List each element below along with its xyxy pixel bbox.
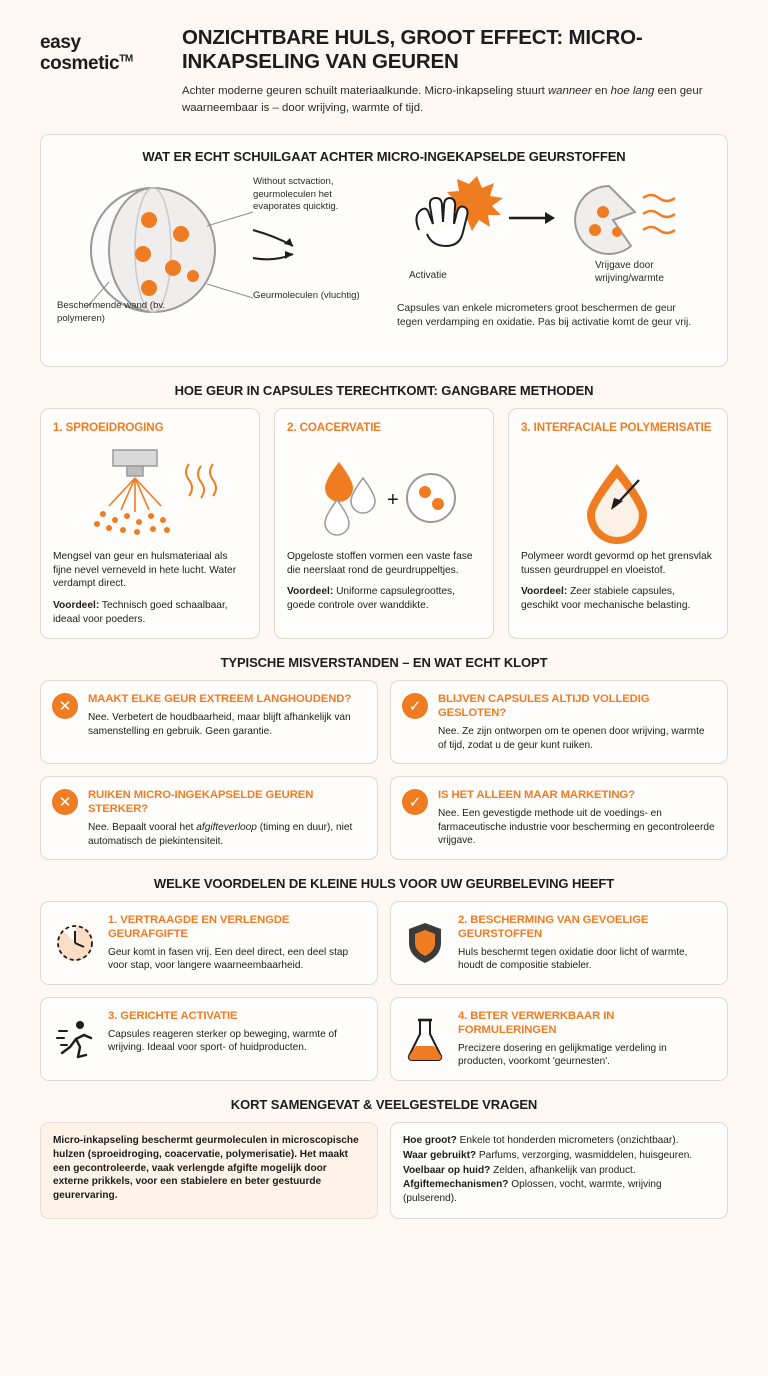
runner-icon <box>52 1009 98 1069</box>
brand-line-2: cosmetic™ <box>40 53 133 75</box>
faq-item-2 <box>403 1149 715 1163</box>
shield-icon <box>402 913 448 973</box>
misconception-item-2 <box>390 680 728 764</box>
summary-box: Micro-inkapseling beschermt geurmoleculen in microscopische hulzen (sproeidroging, coacervatie, polymerisatie). Het maakt een gecontroleerde, vaak verlengde afgifte mogelijk door externe prikkels, voor een stabielere en beter gestuurde geurervaring. <box>40 1122 378 1220</box>
faq-box <box>390 1122 728 1220</box>
method-card-interfacial-polymerisation <box>508 408 728 639</box>
method-1-advantage-label: Voordeel: <box>53 599 100 611</box>
subtitle-part-a: Achter moderne geuren schuilt materiaalkunde. Micro-inkapseling stuurt <box>182 85 548 98</box>
faq-3-answer: Zelden, afhankelijk van product. <box>490 1164 636 1176</box>
section-1-title: WAT ER ECHT SCHUILGAAT ACHTER MICRO-INGEKAPSELDE GEURSTOFFEN <box>142 149 626 165</box>
benefit-2-heading: 2. BESCHERMING VAN GEVOELIGE GEURSTOFFEN <box>458 913 649 940</box>
method-1-advantage-text: Technisch goed schaalbaar, ideaal voor poeders. <box>53 599 228 625</box>
section-benefits <box>40 876 728 1081</box>
header <box>40 26 728 116</box>
brand-logo <box>40 26 162 75</box>
section-3-title: TYPISCHE MISVERSTANDEN – EN WAT ECHT KLOPT <box>220 655 548 671</box>
section-summary-faq <box>40 1097 728 1220</box>
trademark-symbol: TM <box>119 53 133 65</box>
method-3-text: Polymeer wordt gevormd op het grensvlak tussen geurdruppel en vloeistof. <box>521 550 712 576</box>
misconception-3-heading: RUIKEN MICRO-INGEKAPSELDE GEUREN STERKER? <box>88 789 314 816</box>
method-2-heading: 2. COACERVATIE <box>287 421 381 435</box>
misconception-1-heading: MAAKT ELKE GEUR EXTREEM LANGHOUDEND? <box>88 693 352 706</box>
clock-icon <box>52 913 98 973</box>
header-text <box>182 26 728 116</box>
label-evaporation: Without sctvaction, geurmoleculen het evaporates quicktig. <box>253 176 339 212</box>
benefit-item-1 <box>40 901 378 985</box>
benefit-item-3 <box>40 997 378 1081</box>
section-4-title: WELKE VOORDELEN DE KLEINE HULS VOOR UW GEURBELEVING HEEFT <box>153 875 615 891</box>
label-protective-wall: Beschermende wand (bv. polymeren) <box>57 300 166 324</box>
faq-1-answer: Enkele tot honderden micrometers (onzichtbaar). <box>456 1134 679 1146</box>
faq-item-1 <box>403 1134 715 1148</box>
benefit-2-text: Huls beschermt tegen oxidatie door licht of warmte, houdt de compositie stabieler. <box>458 946 688 972</box>
method-3-advantage-label: Voordeel: <box>521 586 568 598</box>
benefit-3-heading: 3. GERICHTE ACTIVATIE <box>108 1009 238 1022</box>
benefit-4-text: Precizere dosering en gelijkmatige verdeling in producten, voorkomt 'geurnesten'. <box>458 1042 667 1068</box>
faq-item-4 <box>403 1178 715 1206</box>
method-3-advantage <box>521 585 715 612</box>
faq-item-3 <box>403 1164 715 1178</box>
benefit-item-2 <box>390 901 728 985</box>
method-1-heading: 1. SPROEIDROGING <box>53 421 164 435</box>
misconception-2-text: Nee. Ze zijn ontworpen om te openen door wrijving, warmte of tijd, zodat u de geur kunt ruiken. <box>438 726 705 751</box>
method-3-heading: 3. INTERFACIALE POLYMERISATIE <box>521 421 712 435</box>
activation-diagram <box>397 172 711 350</box>
misconception-item-1 <box>40 680 378 764</box>
label-release: Vrijgave door wrijving/warmte <box>595 260 664 285</box>
misconception-3-text-post: (timing en duur), niet automatisch de piekintensiteit. <box>88 822 353 847</box>
method-2-advantage-text: Uniforme capsulegroottes, goede controle over wanddikte. <box>287 586 455 611</box>
misconception-3-emphasis: afgifteverloop <box>196 822 257 834</box>
droplet-arrow-icon <box>521 442 715 550</box>
method-2-advantage-label: Voordeel: <box>287 586 334 598</box>
misconception-item-4 <box>390 776 728 860</box>
section-1-body: Capsules van enkele micrometers groot beschermen de geur tegen verdamping en oxidatie. Pas bij activatie komt de geur vrij. <box>397 303 692 329</box>
section-capsule-anatomy <box>40 134 728 367</box>
cross-circle-icon: ✕ <box>52 693 78 719</box>
cross-circle-icon: ✕ <box>52 789 78 815</box>
subtitle-emphasis-1: wanneer <box>547 85 592 98</box>
label-fragrance-molecules: Geurmoleculen (vluchtig) <box>253 290 360 302</box>
misconception-4-heading: IS HET ALLEEN MAAR MARKETING? <box>438 789 635 802</box>
brand-line-1: easy <box>40 32 81 53</box>
check-circle-icon: ✓ <box>402 693 428 719</box>
method-2-advantage <box>287 585 481 612</box>
section-misconceptions <box>40 655 728 860</box>
method-2-text: Opgeloste stoffen vormen een vaste fase die neerslaat rond de geurdruppeltjes. <box>287 550 473 576</box>
section-methods <box>40 383 728 639</box>
flask-icon <box>402 1009 448 1069</box>
capsule-diagram <box>57 172 387 350</box>
benefit-3-text: Capsules reageren sterker op beweging, warmte of wrijving. Ideaal voor sport- of huidproducten. <box>108 1028 337 1054</box>
section-5-title: KORT SAMENGEVAT & VEELGESTELDE VRAGEN <box>230 1096 538 1112</box>
section-2-title: HOE GEUR IN CAPSULES TERECHTKOMT: GANGBARE METHODEN <box>174 383 594 399</box>
benefit-item-4 <box>390 997 728 1081</box>
benefit-4-heading: 4. BETER VERWERKBAAR IN FORMULERINGEN <box>458 1009 615 1036</box>
subtitle-part-c: een geur waarneembaar is – door wrijving, warmte of tijd. <box>182 85 703 114</box>
method-3-advantage-text: Zeer stabiele capsules, geschikt voor mechanische belasting. <box>521 586 691 611</box>
spray-dryer-icon <box>53 442 247 550</box>
misconception-3-text-pre: Nee. Bepaalt vooral het <box>88 822 197 834</box>
page-title: ONZICHTBARE HULS, GROOT EFFECT: MICRO-INKAPSELING VAN GEUREN <box>182 26 643 74</box>
droplets-icon <box>287 442 481 550</box>
faq-4-question: Afgiftemechanismen? <box>403 1179 509 1191</box>
method-card-coacervation <box>274 408 494 639</box>
faq-2-question: Waar gebruikt? <box>403 1149 477 1161</box>
faq-2-answer: Parfums, verzorging, wasmiddelen, huisgeuren. <box>476 1149 693 1161</box>
faq-4-answer: Oplossen, vocht, warmte, wrijving (pulserend). <box>403 1179 662 1205</box>
check-circle-icon: ✓ <box>402 789 428 815</box>
svg-text:+: + <box>387 488 399 511</box>
subtitle-emphasis-2: hoe lang <box>610 85 655 98</box>
misconception-2-heading: BLIJVEN CAPSULES ALTIJD VOLLEDIG GESLOTEN? <box>438 693 650 720</box>
method-1-text: Mengsel van geur en hulsmateriaal als fijne nevel verneveld in hete lucht. Water verdampt direct. <box>53 550 237 590</box>
method-card-spray-drying <box>40 408 260 639</box>
faq-3-question: Voelbaar op huid? <box>403 1164 491 1176</box>
misconception-4-text: Nee. Een gevestigde methode uit de voedings- en farmaceutische industrie voor bescherming en gecontroleerde vrijgave. <box>438 808 715 846</box>
label-activation: Activatie <box>409 270 447 282</box>
misconception-item-3 <box>40 776 378 860</box>
method-1-advantage <box>53 599 247 626</box>
misconception-1-text: Nee. Verbetert de houdbaarheid, maar blijft afhankelijk van samenstelling en gebruik. Geen garantie. <box>88 712 351 737</box>
faq-1-question: Hoe groot? <box>403 1134 457 1146</box>
misconception-3-text <box>88 821 365 848</box>
page-subtitle <box>182 83 728 116</box>
subtitle-part-b: en <box>591 85 611 98</box>
benefit-1-heading: 1. VERTRAAGDE EN VERLENGDE GEURAFGIFTE <box>108 913 290 940</box>
benefit-1-text: Geur komt in fasen vrij. Een deel direct, een deel stap voor stap, voor langere waarneembaarheid. <box>108 946 349 972</box>
